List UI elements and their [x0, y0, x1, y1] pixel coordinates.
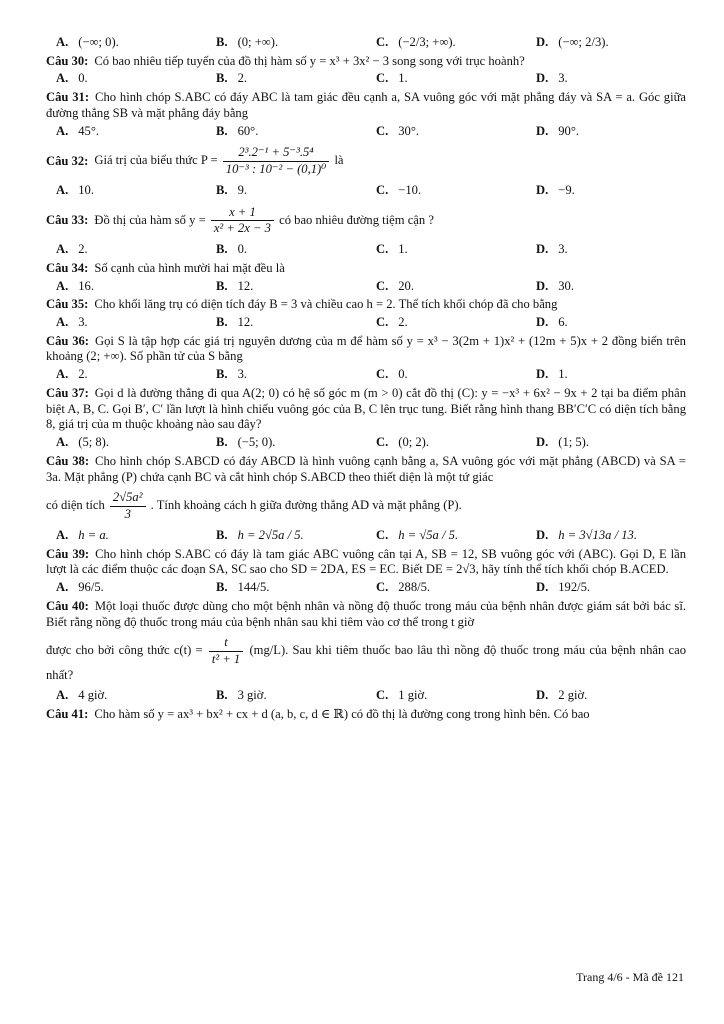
- option-label: A.: [56, 527, 69, 542]
- question-40-cont: [46, 632, 686, 686]
- text: Câu 30:: [46, 53, 89, 68]
- text: 2.: [237, 71, 248, 86]
- option: [46, 580, 206, 596]
- option: [366, 315, 526, 331]
- option: [526, 279, 686, 295]
- text: 16.: [78, 278, 94, 293]
- text: (1; 5).: [558, 435, 590, 450]
- text: Gọi S là tập hợp các giá trị nguyên dương của m để hàm số y = x³ − 3(2m + 1)x² + (12m + 5)x + 2 đồng biến trên khoảng (2; +∞). Số phần tử của S bằng: [46, 333, 686, 364]
- text: Câu 31:: [46, 90, 90, 105]
- text: 90°.: [558, 123, 580, 138]
- question-38-cont: [46, 487, 686, 525]
- option-label: A.: [56, 71, 69, 86]
- question-40: [46, 599, 686, 630]
- option-label: C.: [376, 580, 389, 595]
- text: Gọi d là đường thẳng đi qua A(2; 0) có hệ số góc m (m > 0) cắt đồ thị (C): y = −x³ + 6x² − 9x + 2 tại ba điểm phân biệt A, B, C. Gọi B′, C′ lần lượt là hình chiếu vuông góc của B, C lên trục tung. Biết rằng hình thang BB′C′C có diện tích bằng 8, giá trị của m thuộc khoảng nào sau đây?: [46, 385, 686, 432]
- option-label: B.: [216, 242, 228, 257]
- option-label: C.: [376, 435, 389, 450]
- text: 3.: [237, 367, 248, 382]
- question-41: [46, 707, 686, 723]
- option: [526, 71, 686, 87]
- text: 2 giờ.: [558, 688, 588, 703]
- option-label: A.: [56, 688, 69, 703]
- option: [526, 242, 686, 258]
- text: 45°.: [78, 123, 100, 138]
- option: [526, 124, 686, 140]
- text: x² + 2x − 3: [213, 221, 271, 236]
- option: [366, 242, 526, 258]
- text: 2³.2⁻¹ + 5⁻³.5⁴: [223, 145, 330, 162]
- option: [46, 688, 206, 704]
- option-label: C.: [376, 315, 389, 330]
- text: 2.: [78, 367, 88, 382]
- text: (mg/L). Sau khi tiêm thuốc bao lâu thì nồng độ thuốc trong máu của bệnh nhân cao nhất?: [46, 643, 687, 682]
- text: là: [334, 153, 344, 168]
- text: 144/5.: [237, 580, 270, 595]
- text: t: [209, 635, 243, 652]
- option: [366, 279, 526, 295]
- q30-options: [46, 71, 686, 87]
- text: Câu 38:: [46, 453, 90, 468]
- option: [206, 183, 366, 199]
- q32-options: [46, 183, 686, 199]
- text: (0; 2).: [398, 435, 430, 450]
- q31-options: [46, 124, 686, 140]
- question-34: [46, 261, 686, 277]
- text: 10.: [78, 182, 94, 197]
- text: 60°.: [237, 123, 259, 138]
- option-label: A.: [56, 182, 69, 197]
- question-36: [46, 334, 686, 365]
- option: [206, 688, 366, 704]
- exam-page: [46, 34, 686, 725]
- text: 20.: [398, 278, 414, 293]
- option-a: [46, 35, 206, 51]
- fraction: [211, 205, 274, 237]
- fraction: [110, 490, 146, 522]
- text: Câu 33:: [46, 212, 89, 227]
- option: [46, 367, 206, 383]
- text: 1.: [398, 242, 408, 257]
- option: [46, 242, 206, 258]
- text: Cho hình chóp S.ABC có đáy ABC là tam giác đều cạnh a, SA vuông góc với mặt phẳng đáy và SA = a. Góc giữa đường thẳng SB và mặt phẳng đáy bằng: [46, 90, 686, 120]
- text: Câu 36:: [46, 333, 89, 348]
- option-label: C.: [376, 527, 389, 542]
- option-label: B.: [216, 71, 228, 86]
- option: [46, 435, 206, 451]
- text: 3: [124, 507, 131, 522]
- option-label: B.: [216, 580, 228, 595]
- option-label: B.: [216, 278, 228, 293]
- option-label: C.: [376, 123, 389, 138]
- text: (0; +∞).: [237, 35, 279, 49]
- page-footer: Trang 4/6 - Mã đề 121: [576, 970, 684, 984]
- text: 4 giờ.: [78, 688, 108, 703]
- option-label: D.: [536, 35, 549, 49]
- text: 3.: [78, 315, 88, 330]
- q33-options: [46, 242, 686, 258]
- text: 10⁻³ : 10⁻² − (0,1)⁰: [225, 162, 327, 177]
- option: [206, 580, 366, 596]
- q40-options: [46, 688, 686, 704]
- q36-options: [46, 367, 686, 383]
- text: 3.: [558, 242, 568, 257]
- option: [46, 528, 206, 544]
- text: Câu 39:: [46, 546, 90, 561]
- text: Câu 32:: [46, 153, 89, 168]
- text: 2.: [78, 242, 88, 257]
- text: −10.: [398, 182, 422, 197]
- option-label: A.: [56, 315, 69, 330]
- option-label: A.: [56, 580, 69, 595]
- text: 192/5.: [558, 580, 591, 595]
- option-d: [526, 35, 686, 51]
- text: h = 2√5a / 5.: [237, 527, 304, 542]
- option: [46, 183, 206, 199]
- option: [46, 124, 206, 140]
- text: (5; 8).: [78, 435, 110, 450]
- text: Cho khối lăng trụ có diện tích đáy B = 3 và chiều cao h = 2. Thể tích khối chóp đã cho bằng: [94, 297, 558, 312]
- q37-options: [46, 435, 686, 451]
- question-31: [46, 90, 686, 121]
- text: có bao nhiêu đường tiệm cận ?: [279, 212, 434, 227]
- option-label: B.: [216, 123, 228, 138]
- option: [206, 315, 366, 331]
- text: 0.: [398, 367, 408, 382]
- option-c: [366, 35, 526, 51]
- text: 12.: [237, 315, 254, 330]
- option-label: B.: [216, 688, 228, 703]
- text: h = √5a / 5.: [398, 527, 459, 542]
- question-37: [46, 386, 686, 433]
- option: [206, 528, 366, 544]
- option-b: [206, 35, 366, 51]
- text: 6.: [558, 315, 568, 330]
- option: [366, 688, 526, 704]
- option: [366, 124, 526, 140]
- q39-options: [46, 580, 686, 596]
- text: 2.: [398, 315, 408, 330]
- text: Câu 34:: [46, 260, 89, 275]
- option-label: B.: [216, 367, 228, 382]
- option: [366, 71, 526, 87]
- text: Cho hình chóp S.ABC có đáy là tam giác ABC vuông cân tại A, SB = 12, SB vuông góc với (ABC). Gọi D, E lần lượt là các điểm thuộc các đoạn SA, SC sao cho SD = 2DA, ES = EC. Biết DE = 2√3, hãy tính thể tích khối chóp B.ACED.: [46, 546, 686, 577]
- option: [206, 279, 366, 295]
- text: được cho bởi công thức c(t) =: [46, 643, 203, 658]
- text: t² + 1: [211, 651, 241, 666]
- text: Câu 41:: [46, 707, 89, 722]
- text: 2√5a²: [110, 490, 146, 507]
- option-label: B.: [216, 527, 228, 542]
- option: [366, 528, 526, 544]
- text: 3.: [558, 71, 568, 86]
- option-label: A.: [56, 123, 69, 138]
- text: Có bao nhiêu tiếp tuyến của đồ thị hàm số y = x³ + 3x² − 3 song song với trục hoành?: [94, 53, 525, 68]
- option-label: D.: [536, 367, 549, 382]
- text: 1 giờ.: [398, 688, 428, 703]
- question-32: [46, 142, 686, 180]
- option-label: C.: [376, 242, 389, 257]
- option-label: C.: [376, 71, 389, 86]
- option-label: C.: [376, 278, 389, 293]
- text: có diện tích: [46, 498, 105, 513]
- option-label: D.: [536, 688, 549, 703]
- text: (−2/3; +∞).: [398, 35, 456, 49]
- text: Câu 35:: [46, 297, 89, 312]
- option: [526, 315, 686, 331]
- text: (−5; 0).: [237, 435, 276, 450]
- text: h = 3√13a / 13.: [558, 527, 637, 542]
- q29-options: [46, 35, 686, 51]
- option-label: B.: [216, 315, 228, 330]
- option: [206, 367, 366, 383]
- text: (−∞; 2/3).: [558, 35, 609, 49]
- text: Đồ thị của hàm số y =: [94, 212, 206, 227]
- text: Câu 37:: [46, 385, 89, 400]
- option-label: B.: [216, 435, 228, 450]
- option: [46, 315, 206, 331]
- option-label: D.: [536, 580, 549, 595]
- text: 0.: [78, 71, 88, 86]
- option-label: D.: [536, 182, 549, 197]
- question-33: [46, 202, 686, 240]
- option: [366, 367, 526, 383]
- option-label: D.: [536, 242, 549, 257]
- text: Một loại thuốc được dùng cho một bệnh nhân và nồng độ thuốc trong máu của bệnh nhân được giám sát bởi bác sĩ. Biết rằng nồng độ thuốc trong máu của bệnh nhân sau khi tiêm vào cơ thể trong t giờ: [46, 598, 686, 629]
- option-label: D.: [536, 123, 549, 138]
- question-30: [46, 54, 686, 70]
- option-label: D.: [536, 435, 549, 450]
- text: 30°.: [398, 123, 420, 138]
- option: [526, 580, 686, 596]
- text: Giá trị của biểu thức P =: [94, 153, 218, 168]
- text: 288/5.: [398, 580, 431, 595]
- text: Cho hình chóp S.ABCD có đáy ABCD là hình vuông cạnh bằng a, SA vuông góc với mặt phẳng (ABCD) và SA = 3a. Mặt phẳng (P) chứa cạnh BC và cắt hình chóp S.ABCD theo thiết diện là một tứ giác: [46, 453, 686, 484]
- q38-options: [46, 528, 686, 544]
- text: 0.: [237, 242, 248, 257]
- text: (−∞; 0).: [78, 35, 119, 49]
- text: Số cạnh của hình mười hai mặt đều là: [94, 260, 285, 275]
- text: 12.: [237, 278, 254, 293]
- question-38: [46, 454, 686, 485]
- text: 1.: [558, 367, 568, 382]
- option: [206, 124, 366, 140]
- option-label: C.: [376, 35, 389, 49]
- option-label: A.: [56, 278, 69, 293]
- text: 9.: [237, 182, 248, 197]
- option: [206, 71, 366, 87]
- option-label: D.: [536, 527, 549, 542]
- option: [46, 279, 206, 295]
- option: [526, 528, 686, 544]
- text: 30.: [558, 278, 574, 293]
- option: [526, 367, 686, 383]
- text: Cho hàm số y = ax³ + bx² + cx + d (a, b, c, d ∈ ℝ) có đồ thị là đường cong trong hình bên. Có bao: [94, 707, 590, 722]
- option: [526, 183, 686, 199]
- option: [366, 580, 526, 596]
- option-label: A.: [56, 242, 69, 257]
- option: [206, 242, 366, 258]
- fraction: [223, 145, 330, 177]
- q34-options: [46, 279, 686, 295]
- option-label: D.: [536, 315, 549, 330]
- question-39: [46, 547, 686, 578]
- text: h = a.: [78, 527, 109, 542]
- q35-options: [46, 315, 686, 331]
- option-label: A.: [56, 435, 69, 450]
- option: [206, 435, 366, 451]
- option: [526, 688, 686, 704]
- option-label: B.: [216, 182, 228, 197]
- option-label: A.: [56, 367, 69, 382]
- fraction: [209, 635, 243, 667]
- text: . Tính khoảng cách h giữa đường thẳng AD và mặt phẳng (P).: [150, 498, 462, 513]
- option-label: A.: [56, 35, 69, 49]
- text: 1.: [398, 71, 408, 86]
- option-label: C.: [376, 182, 389, 197]
- question-35: [46, 297, 686, 313]
- option: [46, 71, 206, 87]
- option: [366, 183, 526, 199]
- text: x + 1: [211, 205, 274, 222]
- text: −9.: [558, 182, 575, 197]
- option-label: B.: [216, 35, 228, 49]
- option: [526, 435, 686, 451]
- option-label: C.: [376, 688, 389, 703]
- option: [366, 435, 526, 451]
- option-label: D.: [536, 278, 549, 293]
- option-label: D.: [536, 71, 549, 86]
- text: 96/5.: [78, 580, 104, 595]
- text: Câu 40:: [46, 598, 89, 613]
- text: 3 giờ.: [237, 688, 267, 703]
- option-label: C.: [376, 367, 389, 382]
